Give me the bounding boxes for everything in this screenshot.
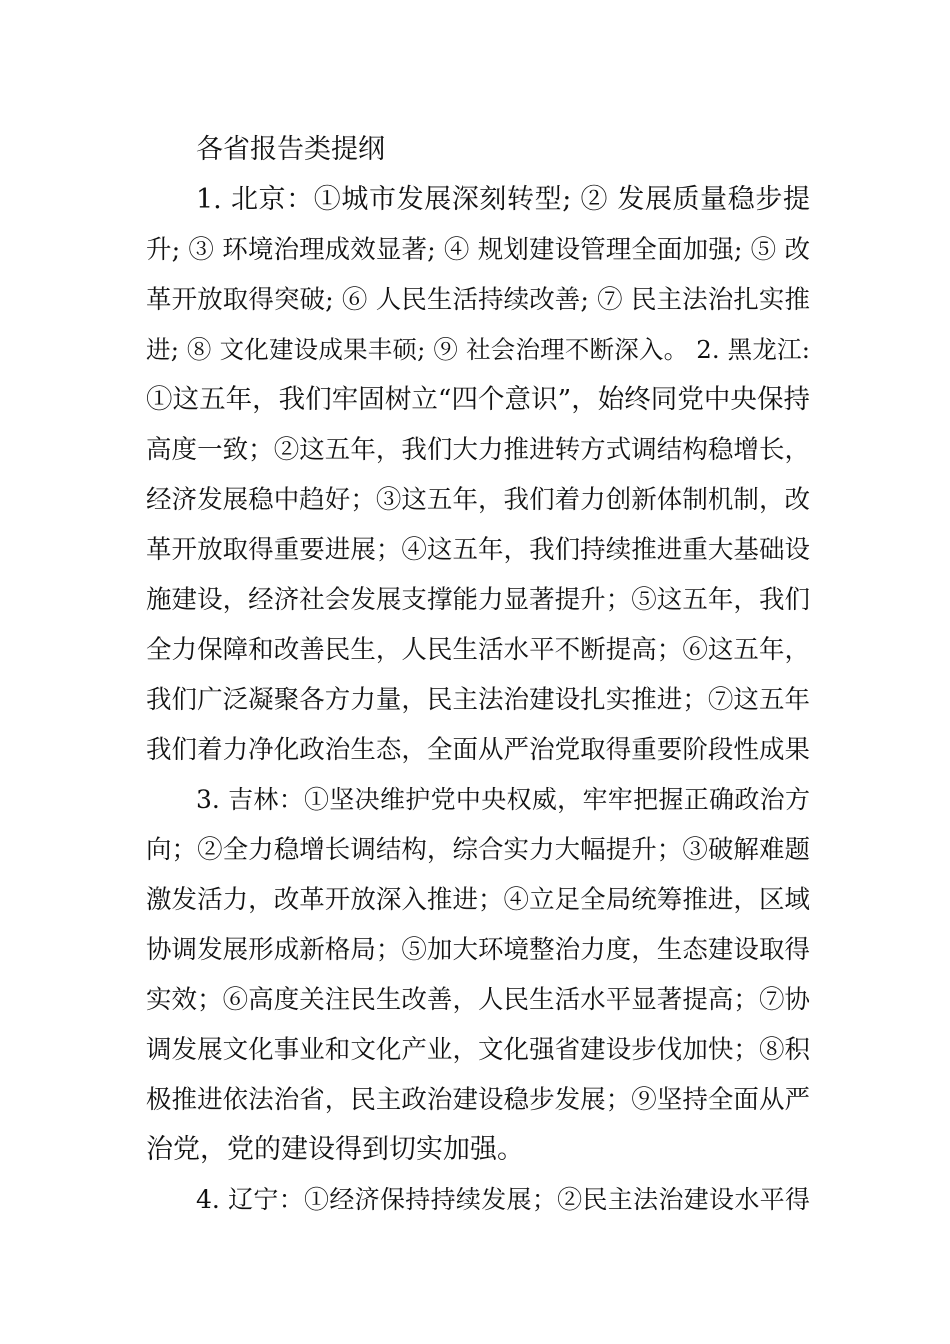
text-line: 革开放取得突破; ⑥ 人民生活持续改善; ⑦ 民主法治扎实推 [146, 285, 810, 315]
text-line: 革开放取得重要进展；④这五年，我们持续推进重大基础设 [146, 535, 810, 565]
text-line: 高度一致；②这五年，我们大力推进转方式调结构稳增长， [146, 435, 810, 465]
text-line: 4. 辽宁：①经济保持持续发展；②民主法治建设水平得 [196, 1185, 810, 1214]
text-line: 向；②全力稳增长调结构，综合实力大幅提升；③破解难题 [146, 835, 810, 865]
text-line: 协调发展形成新格局；⑤加大环境整治力度，生态建设取得 [146, 935, 810, 965]
text-line: 全力保障和改善民生，人民生活水平不断提高；⑥这五年， [146, 635, 810, 665]
text-line: 治党，党的建设得到切实加强。 [146, 1134, 524, 1165]
text-line: 施建设，经济社会发展支撑能力显著提升；⑤这五年，我们 [146, 585, 810, 615]
text-line: ①这五年，我们牢固树立“四个意识”，始终同党中央保持 [146, 384, 810, 415]
text-line: 极推进依法治省，民主政治建设稳步发展；⑨坚持全面从严 [146, 1085, 810, 1115]
text-line: 我们着力净化政治生态，全面从严治党取得重要阶段性成果 [146, 735, 810, 765]
document-title: 各省报告类提纲 [196, 134, 385, 165]
text-line: 激发活力，改革开放深入推进；④立足全局统筹推进，区域 [146, 885, 810, 915]
text-line: 升; ③ 环境治理成效显著; ④ 规划建设管理全面加强; ⑤ 改 [146, 235, 810, 265]
text-line: 3. 吉林：①坚决维护党中央权威，牢牢把握正确政治方 [196, 785, 810, 814]
text-line: 1. 北京：①城市发展深刻转型; ② 发展质量稳步提 [196, 184, 810, 215]
text-line: 我们广泛凝聚各方力量，民主法治建设扎实推进；⑦这五年 [146, 685, 810, 715]
text-line: 进; ⑧ 文化建设成果丰硕; ⑨ 社会治理不断深入。 2. 黑龙江: [146, 335, 810, 364]
text-line: 经济发展稳中趋好；③这五年，我们着力创新体制机制，改 [146, 485, 810, 515]
text-line: 实效；⑥高度关注民生改善，人民生活水平显著提高；⑦协 [146, 985, 810, 1015]
text-line: 调发展文化事业和文化产业，文化强省建设步伐加快；⑧积 [146, 1035, 810, 1065]
